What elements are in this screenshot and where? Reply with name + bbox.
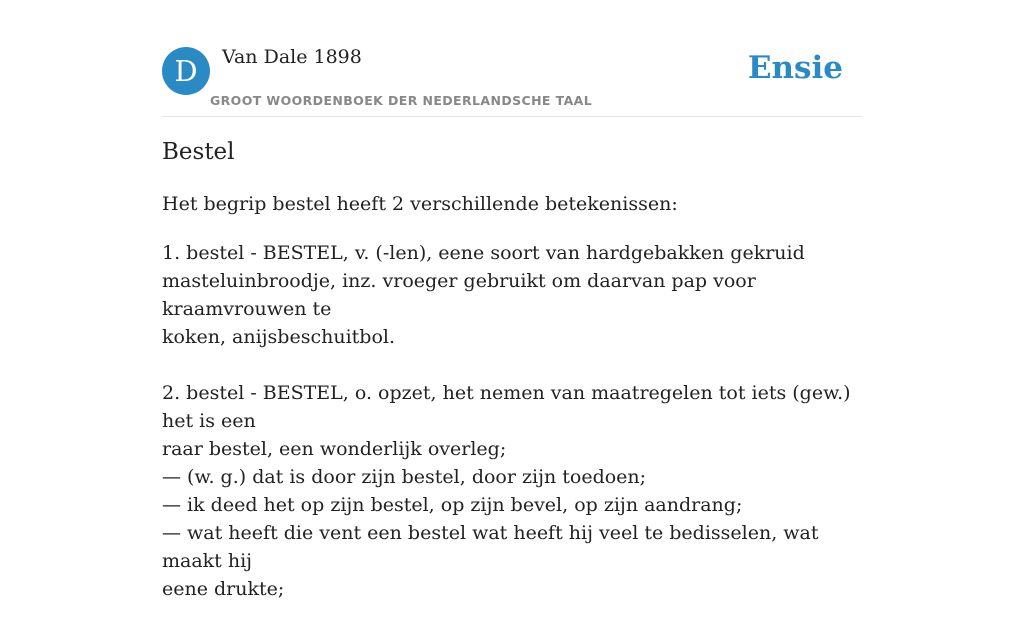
intro-text: Het begrip bestel heeft 2 verschillende betekenissen: — [162, 193, 678, 215]
definition-line: koken, anijsbeschuitbol. — [162, 326, 396, 348]
source-title[interactable]: Van Dale 1898 — [222, 46, 362, 68]
definition-line: masteluinbroodje, inz. vroeger gebruikt om daarvan pap voor kraamvrouwen te — [162, 270, 756, 320]
definition-item — [162, 239, 862, 351]
source-avatar[interactable]: D — [162, 47, 210, 95]
definition-line: 2. bestel - BESTEL, o. opzet, het nemen van maatregelen tot iets (gew.) het is een — [162, 382, 851, 432]
source-subtitle: GROOT WOORDENBOEK DER NEDERLANDSCHE TAAL — [210, 93, 593, 108]
definition-line: raar bestel, een wonderlijk overleg; — [162, 438, 507, 460]
definition-line: — ik deed het op zijn bestel, op zijn bevel, op zijn aandrang; — [162, 494, 743, 516]
ensie-logo[interactable]: Ensie — [747, 50, 843, 86]
header — [162, 0, 862, 117]
definitions-list — [162, 239, 862, 631]
definition-item — [162, 379, 862, 603]
definition-line: eene drukte; — [162, 578, 285, 600]
definition-line: — (w. g.) dat is door zijn bestel, door zijn toedoen; — [162, 466, 647, 488]
page — [162, 0, 862, 600]
definition-line: — wat heeft die vent een bestel wat heeft hij veel te bedisselen, wat maakt hij — [162, 522, 819, 572]
page-title: Bestel — [162, 139, 235, 165]
definition-line: 1. bestel - BESTEL, v. (-len), eene soort van hardgebakken gekruid — [162, 242, 805, 264]
